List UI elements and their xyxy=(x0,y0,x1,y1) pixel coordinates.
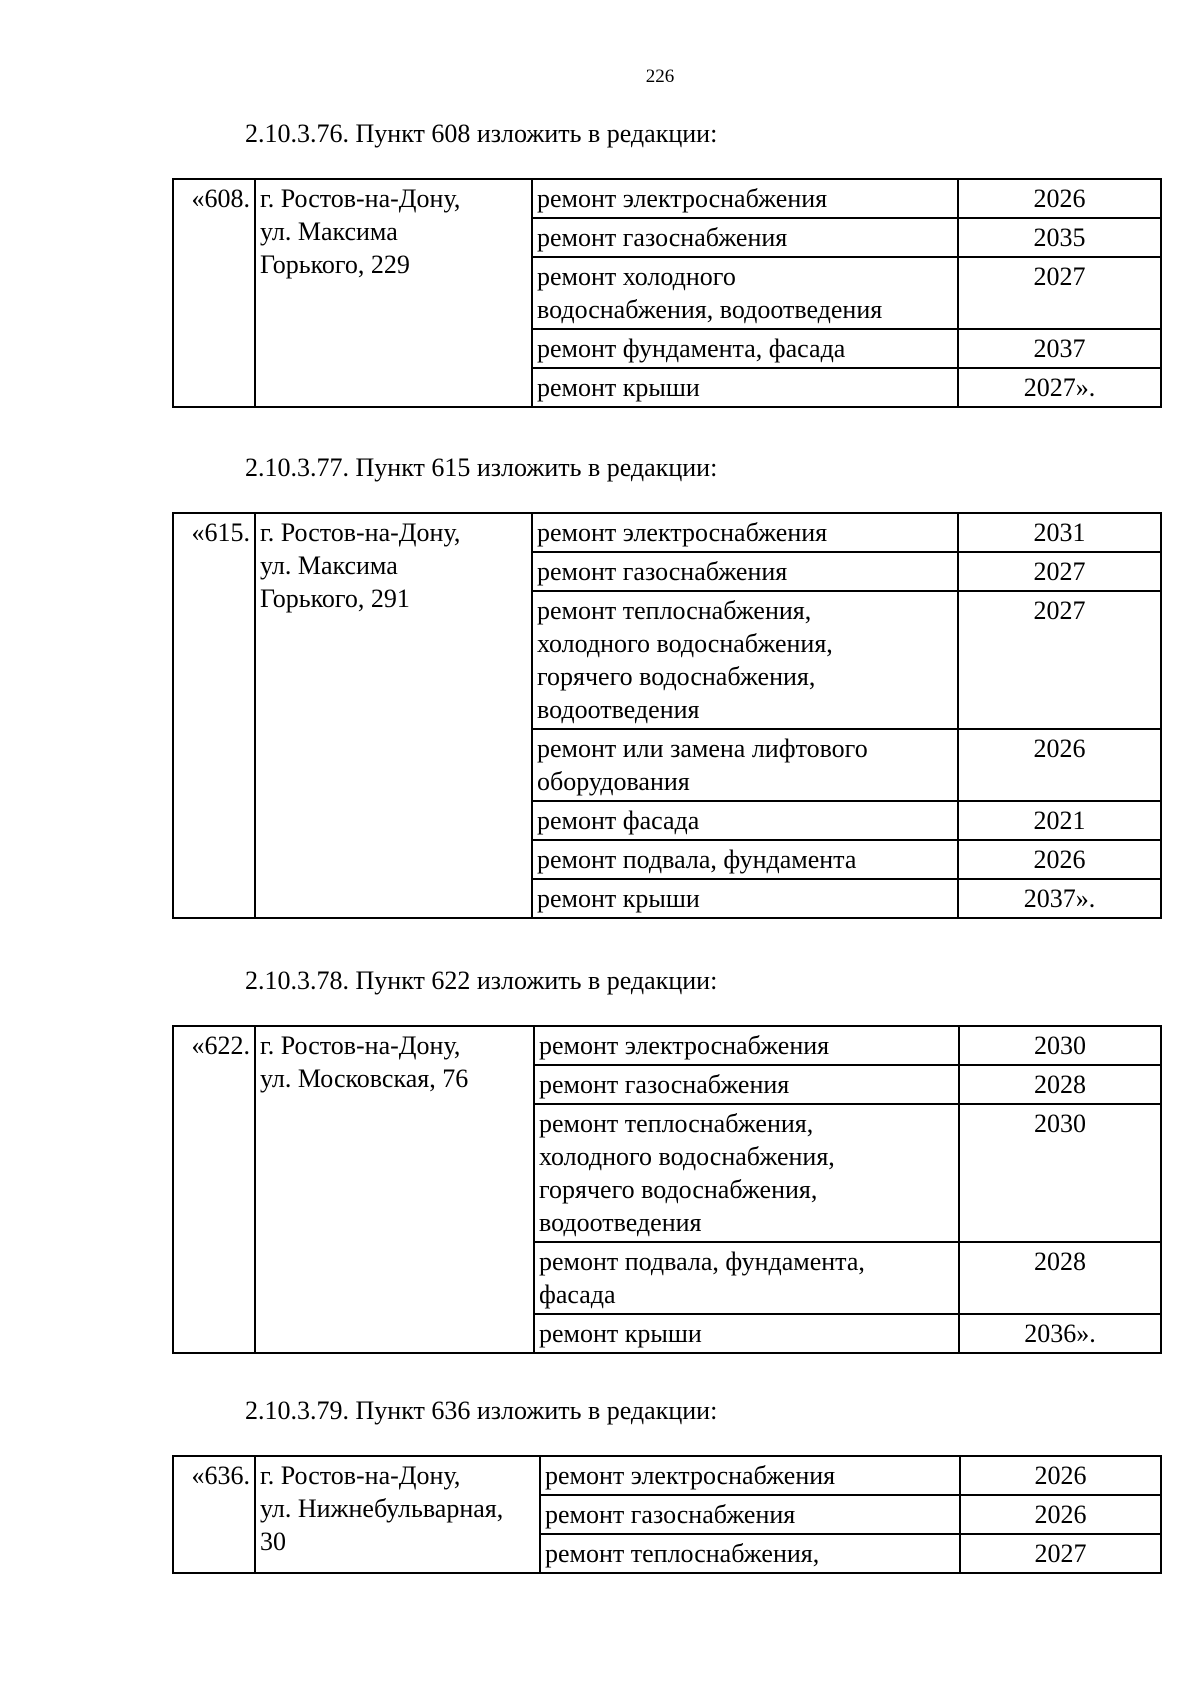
year-cell: 2030 xyxy=(959,1104,1161,1242)
work-cell: ремонт газоснабжения xyxy=(532,218,958,257)
year-cell: 2028 xyxy=(959,1242,1161,1314)
year-cell: 2037 xyxy=(958,329,1161,368)
amendment-table xyxy=(172,1455,1162,1574)
amendment-table xyxy=(172,1025,1162,1354)
item-number: «636. xyxy=(173,1456,255,1573)
year-cell: 2031 xyxy=(958,513,1161,552)
address-cell: г. Ростов-на-Дону, ул. Московская, 76 xyxy=(255,1026,534,1353)
page-number: 226 xyxy=(645,66,675,87)
year-cell: 2026 xyxy=(958,840,1161,879)
section-heading: 2.10.3.76. Пункт 608 изложить в редакции: xyxy=(245,119,718,148)
work-cell: ремонт электроснабжения xyxy=(532,179,958,218)
item-number: «615. xyxy=(173,513,255,918)
work-cell: ремонт фундамента, фасада xyxy=(532,329,958,368)
work-cell: ремонт подвала, фундамента, фасада xyxy=(534,1242,959,1314)
address-cell: г. Ростов-на-Дону, ул. Максима Горького, 291 xyxy=(255,513,532,918)
work-cell: ремонт фасада xyxy=(532,801,958,840)
year-cell: 2021 xyxy=(958,801,1161,840)
work-cell: ремонт теплоснабжения, xyxy=(540,1534,960,1573)
year-cell: 2037». xyxy=(958,879,1161,918)
year-cell: 2027 xyxy=(960,1534,1161,1573)
work-cell: ремонт крыши xyxy=(534,1314,959,1353)
year-cell: 2026 xyxy=(960,1495,1161,1534)
work-cell: ремонт холодного водоснабжения, водоотведения xyxy=(532,257,958,329)
year-cell: 2030 xyxy=(959,1026,1161,1065)
work-cell: ремонт электроснабжения xyxy=(540,1456,960,1495)
address-cell: г. Ростов-на-Дону, ул. Нижнебульварная, 30 xyxy=(255,1456,540,1573)
amendment-table xyxy=(172,512,1162,919)
work-cell: ремонт электроснабжения xyxy=(534,1026,959,1065)
address-cell: г. Ростов-на-Дону, ул. Максима Горького, 229 xyxy=(255,179,532,407)
item-number: «622. xyxy=(173,1026,255,1353)
section-heading: 2.10.3.77. Пункт 615 изложить в редакции: xyxy=(245,453,718,482)
work-cell: ремонт газоснабжения xyxy=(532,552,958,591)
year-cell: 2027». xyxy=(958,368,1161,407)
work-cell: ремонт крыши xyxy=(532,879,958,918)
section-heading: 2.10.3.78. Пункт 622 изложить в редакции: xyxy=(245,966,718,995)
year-cell: 2028 xyxy=(959,1065,1161,1104)
work-cell: ремонт газоснабжения xyxy=(534,1065,959,1104)
work-cell: ремонт или замена лифтового оборудования xyxy=(532,729,958,801)
work-cell: ремонт теплоснабжения, холодного водоснабжения, горячего водоснабжения, водоотведения xyxy=(532,591,958,729)
year-cell: 2026 xyxy=(958,729,1161,801)
year-cell: 2035 xyxy=(958,218,1161,257)
work-cell: ремонт теплоснабжения, холодного водоснабжения, горячего водоснабжения, водоотведения xyxy=(534,1104,959,1242)
year-cell: 2026 xyxy=(960,1456,1161,1495)
year-cell: 2026 xyxy=(958,179,1161,218)
work-cell: ремонт газоснабжения xyxy=(540,1495,960,1534)
item-number: «608. xyxy=(173,179,255,407)
section-heading: 2.10.3.79. Пункт 636 изложить в редакции: xyxy=(245,1396,718,1425)
work-cell: ремонт подвала, фундамента xyxy=(532,840,958,879)
year-cell: 2027 xyxy=(958,257,1161,329)
year-cell: 2036». xyxy=(959,1314,1161,1353)
work-cell: ремонт крыши xyxy=(532,368,958,407)
year-cell: 2027 xyxy=(958,591,1161,729)
amendment-table xyxy=(172,178,1162,408)
year-cell: 2027 xyxy=(958,552,1161,591)
work-cell: ремонт электроснабжения xyxy=(532,513,958,552)
